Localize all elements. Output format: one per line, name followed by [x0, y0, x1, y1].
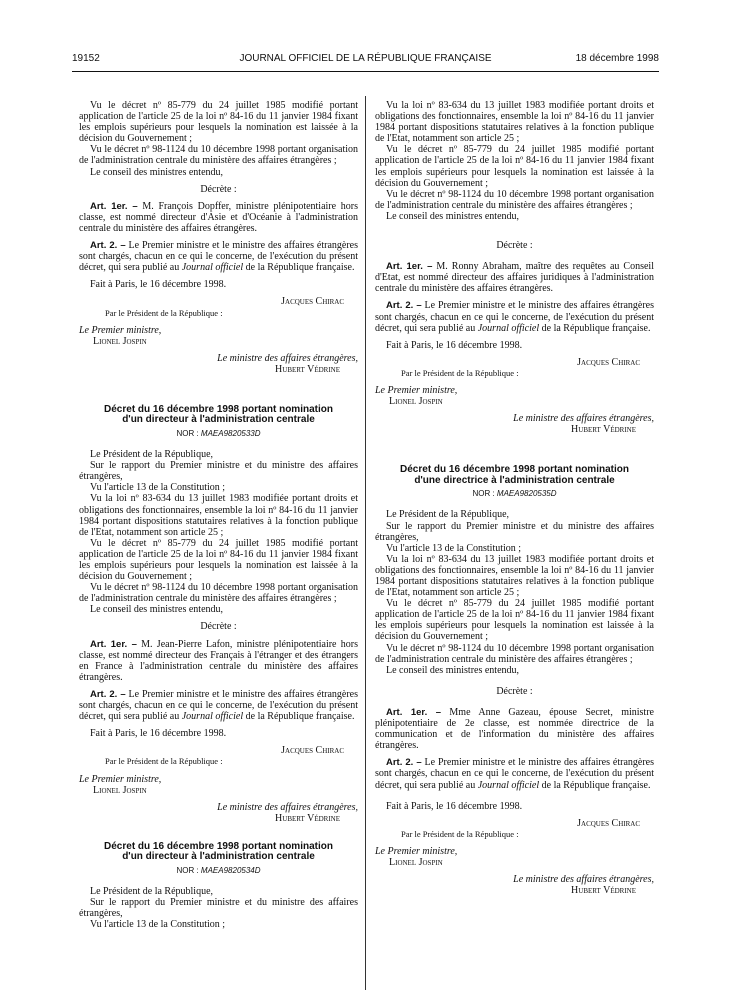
rapport-paragraph: Sur le rapport du Premier ministre et du ministre des affaires étrangères, [375, 520, 654, 543]
decree-title: d'un directeur à l'administration centrale [122, 414, 315, 426]
page-number: 19152 [72, 53, 100, 64]
visa-paragraph: Vu le décret nº 85-779 du 24 juillet 1985 modifié portant application de l'article 25 de la loi nº 84-16 du 11 janvier 1984 fixant les emplois supérieurs pour lesquels la nomination est laissée à la décision du Gouvernement ; [375, 598, 654, 643]
president-line: Le Président de la République, [90, 885, 214, 897]
decrete-heading: Décrète : [496, 685, 533, 697]
nor-code: MAEA9820533D [200, 428, 261, 438]
council-paragraph: Le conseil des ministres entendu, [90, 604, 224, 616]
premier-ministre-label: Le Premier ministre, [79, 324, 162, 336]
article-text: Le Premier ministre et le ministre des affaires étrangères sont chargés, chacun en ce qui le concerne, de l'exécution du présent décret, qui sera publié au [79, 240, 358, 274]
ministre-name: Hubert Védrine [275, 363, 340, 375]
premier-ministre-label: Le Premier ministre, [79, 773, 162, 785]
fait-line: Fait à Paris, le 16 décembre 1998. [386, 339, 523, 351]
article-2 [79, 689, 358, 722]
president-line: Le Président de la République, [90, 449, 214, 461]
article-2 [375, 300, 654, 333]
visa-paragraph: Vu l'article 13 de la Constitution ; [386, 542, 522, 554]
article-text: Le Premier ministre et le ministre des affaires étrangères sont chargés, chacun en ce qui le concerne, de l'exécution du présent décret, qui sera publié au [375, 300, 654, 334]
decree-title: d'un directeur à l'administration centrale [122, 851, 315, 863]
decree-title: Décret du 16 décembre 1998 portant nomination [400, 464, 629, 476]
journal-reference: Journal officiel [477, 779, 540, 791]
decree-title: d'une directrice à l'administration centrale [414, 474, 615, 486]
visa-paragraph: Vu le décret nº 85-779 du 24 juillet 1985 modifié portant application de l'article 25 de la loi nº 84-16 du 11 janvier 1984 fixant les emplois supérieurs pour lesquels la nomination est laissée à la décision du Gouvernement ; [79, 100, 358, 145]
fait-line: Fait à Paris, le 16 décembre 1998. [386, 800, 523, 812]
president-signature: Jacques Chirac [577, 356, 640, 368]
premier-ministre-name: Lionel Jospin [93, 335, 147, 347]
article-2 [375, 757, 654, 790]
article-label: Art. 2. – [90, 240, 126, 252]
article-label: Art. 1er. – [90, 200, 138, 212]
visa-paragraph: Vu le décret nº 98-1124 du 10 décembre 1998 portant organisation de l'administration centrale du ministère des affaires étrangères ; [375, 188, 654, 211]
article-2 [79, 240, 358, 273]
par-le-president: Par le Président de la République : [401, 367, 519, 378]
president-signature: Jacques Chirac [577, 817, 640, 829]
decrete-heading: Décrète : [496, 240, 533, 252]
ministre-name: Hubert Védrine [571, 424, 636, 436]
premier-ministre-name: Lionel Jospin [389, 856, 443, 868]
visa-paragraph: Vu le décret nº 85-779 du 24 juillet 1985 modifié portant application de l'article 25 de la loi nº 84-16 du 11 janvier 1984 fixant les emplois supérieurs pour lesquels la nomination est laissée à la décision du Gouvernement ; [79, 537, 358, 583]
ministre-label: Le ministre des affaires étrangères, [217, 801, 358, 813]
fait-line: Fait à Paris, le 16 décembre 1998. [90, 279, 227, 291]
president-line: Le Président de la République, [386, 509, 510, 521]
ministre-label: Le ministre des affaires étrangères, [217, 352, 358, 364]
nor-label: NOR : [176, 865, 201, 875]
visa-paragraph: Vu la loi nº 83-634 du 13 juillet 1983 modifiée portant droits et obligations des fonctionnaires, ensemble la loi nº 84-16 du 11 janvier 1984 portant dispositions statutaires relatives à la fonction publique de l'Etat, notamment son article 25 ; [375, 100, 654, 145]
nor-code: MAEA9820534D [200, 865, 261, 875]
decree-title: Décret du 16 décembre 1998 portant nomination [104, 403, 333, 415]
page-header [72, 53, 659, 69]
visa-paragraph: Vu l'article 13 de la Constitution ; [90, 482, 226, 494]
article-1 [375, 261, 654, 294]
right-column [375, 100, 654, 896]
council-paragraph: Le conseil des ministres entendu, [90, 166, 224, 178]
par-le-president: Par le Président de la République : [105, 307, 223, 318]
article-label: Art. 1er. – [386, 706, 442, 718]
ministre-label: Le ministre des affaires étrangères, [513, 413, 654, 425]
rapport-paragraph: Sur le rapport du Premier ministre et du ministre des affaires étrangères, [79, 897, 358, 920]
fait-line: Fait à Paris, le 16 décembre 1998. [90, 728, 227, 740]
article-text: de la République française. [243, 262, 355, 274]
premier-ministre-name: Lionel Jospin [93, 784, 147, 796]
premier-ministre-label: Le Premier ministre, [375, 384, 458, 396]
visa-paragraph: Vu l'article 13 de la Constitution ; [90, 919, 226, 931]
article-1 [79, 201, 358, 234]
premier-ministre-name: Lionel Jospin [389, 396, 443, 408]
nor-label: NOR : [472, 489, 497, 499]
decree-nor [79, 865, 358, 876]
visa-paragraph: Vu la loi nº 83-634 du 13 juillet 1983 modifiée portant droits et obligations des fonctionnaires, ensemble la loi nº 84-16 du 11 janvier 1984 portant dispositions statutaires relatives à la fonction publique de l'Etat, notamment son article 25 ; [375, 553, 654, 599]
article-text: Mme Anne Gazeau, épouse Secret, ministre plénipotentiaire de 2e classe, est nommée directrice de la communication et de l'information du ministère des affaires étrangères. [375, 706, 654, 752]
rapport-paragraph: Sur le rapport du Premier ministre et du ministre des affaires étrangères, [79, 460, 358, 483]
column-divider [365, 96, 366, 990]
article-text: Le Premier ministre et le ministre des affaires étrangères sont chargés, chacun en ce qui le concerne, de l'exécution du présent décret, qui sera publié au [79, 688, 358, 723]
council-paragraph: Le conseil des ministres entendu, [386, 210, 520, 222]
article-label: Art. 2. – [90, 688, 126, 700]
premier-ministre-label: Le Premier ministre, [375, 845, 458, 857]
article-label: Art. 2. – [386, 300, 422, 312]
article-1 [375, 707, 654, 751]
article-text: M. Ronny Abraham, maître des requêtes au Conseil d'Etat, est nommé directeur des affaires juridiques à l'administration centrale du ministère des affaires étrangères. [375, 261, 654, 295]
issue-date: 18 décembre 1998 [575, 53, 659, 64]
visa-paragraph: Vu le décret nº 98-1124 du 10 décembre 1998 portant organisation de l'administration centrale du ministère des affaires étrangères ; [79, 582, 358, 605]
article-label: Art. 2. – [386, 757, 422, 769]
par-le-president: Par le Président de la République : [401, 828, 519, 839]
article-1 [79, 639, 358, 683]
journal-reference: Journal officiel [181, 711, 244, 723]
nor-label: NOR : [176, 428, 201, 438]
president-signature: Jacques Chirac [281, 296, 344, 308]
visa-paragraph: Vu le décret nº 98-1124 du 10 décembre 1998 portant organisation de l'administration centrale du ministère des affaires étrangères ; [375, 642, 654, 665]
header-rule [72, 71, 659, 72]
journal-reference: Journal officiel [477, 322, 540, 334]
council-paragraph: Le conseil des ministres entendu, [386, 664, 520, 676]
article-label: Art. 1er. – [90, 638, 137, 650]
journal-title: JOURNAL OFFICIEL DE LA RÉPUBLIQUE FRANÇAISE [239, 53, 492, 64]
ministre-name: Hubert Védrine [275, 812, 340, 824]
visa-paragraph: Vu le décret nº 98-1124 du 10 décembre 1998 portant organisation de l'administration centrale du ministère des affaires étrangères ; [79, 144, 358, 167]
article-text: de la République française. [539, 322, 651, 334]
ministre-name: Hubert Védrine [571, 885, 636, 897]
ministre-label: Le ministre des affaires étrangères, [513, 874, 654, 886]
article-text: M. François Dopffer, ministre plénipotentiaire hors classe, est nommé directeur d'Asie et d'Océanie à l'administration centrale du ministère des affaires étrangères. [79, 200, 358, 234]
decree-nor [375, 488, 654, 499]
journal-reference: Journal officiel [181, 262, 244, 274]
visa-paragraph: Vu la loi nº 83-634 du 13 juillet 1983 modifiée portant droits et obligations des fonctionnaires, ensemble la loi nº 84-16 du 11 janvier 1984 portant dispositions statutaires relatives à la fonction publique de l'Etat, notamment son article 25 ; [79, 493, 358, 538]
left-column [79, 100, 358, 930]
article-text: de la République française. [539, 779, 651, 791]
decree-title: Décret du 16 décembre 1998 portant nomination [104, 840, 333, 852]
par-le-president: Par le Président de la République : [105, 756, 223, 767]
president-signature: Jacques Chirac [281, 745, 344, 757]
decrete-heading: Décrète : [200, 183, 237, 195]
decree-nor [79, 428, 358, 439]
decrete-heading: Décrète : [200, 621, 237, 633]
article-text: de la République française. [243, 711, 355, 723]
nor-code: MAEA9820535D [496, 489, 557, 499]
article-label: Art. 1er. – [386, 261, 433, 273]
visa-paragraph: Vu le décret nº 85-779 du 24 juillet 1985 modifié portant application de l'article 25 de la loi nº 84-16 du 11 janvier 1984 fixant les emplois supérieurs pour lesquels la nomination est laissée à la décision du Gouvernement ; [375, 144, 654, 189]
article-text: M. Jean-Pierre Lafon, ministre plénipotentiaire hors classe, est nommé directeur des Français à l'étranger et des étrangers en France à l'administration centrale du ministère des affaires étrangères. [79, 638, 358, 683]
article-text: Le Premier ministre et le ministre des affaires étrangères sont chargés, chacun en ce qui le concerne, de l'exécution du présent décret, qui sera publié au [375, 757, 654, 791]
